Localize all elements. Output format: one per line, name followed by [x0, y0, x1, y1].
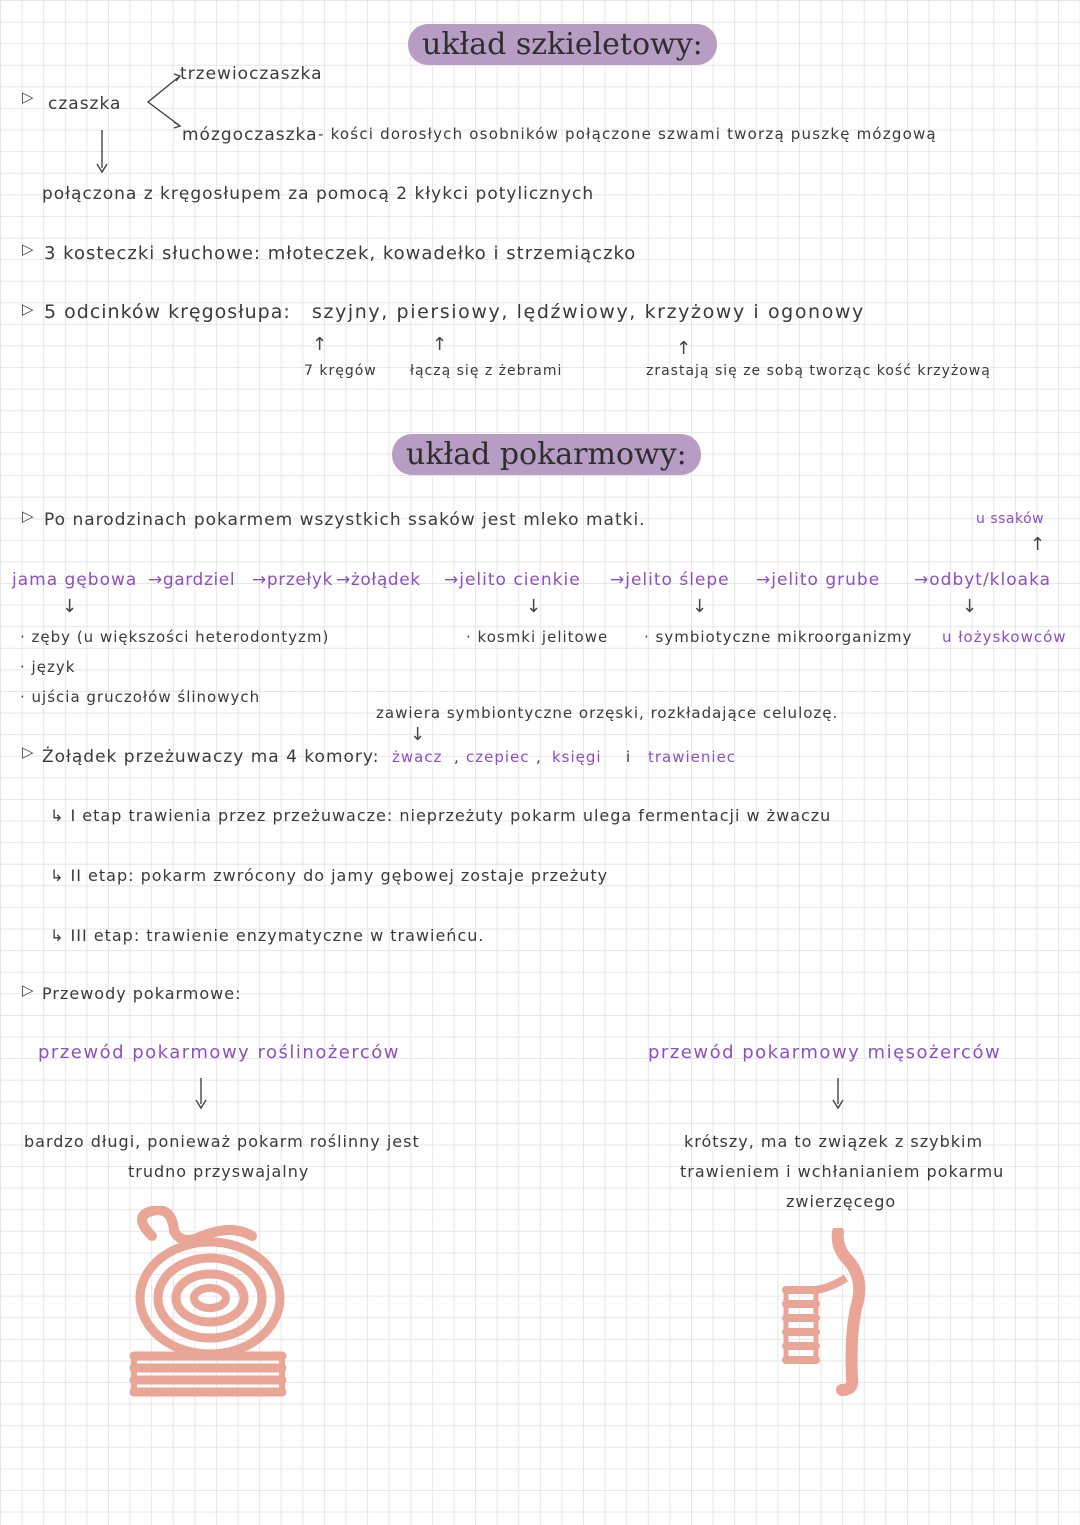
chain-end: →odbyt/kloaka: [914, 570, 1052, 590]
down-arrow-icon: [828, 1076, 848, 1112]
chain-caecum: →jelito ślepe: [610, 570, 730, 590]
ruminant-intro: Żołądek przeżuwaczy ma 4 komory:: [42, 747, 380, 767]
herbivore-desc-2: trudno przyswajalny: [128, 1162, 310, 1181]
carnivore-desc-1: krótszy, ma to związek z szybkim: [684, 1132, 984, 1151]
connected-text: połączona z kręgosłupem za pomocą 2 kłykci potylicznych: [42, 184, 595, 204]
chain-pharynx: →gardziel: [148, 570, 236, 590]
herbivore-title: przewód pokarmowy roślinożerców: [38, 1042, 401, 1063]
carnivore-title: przewód pokarmowy mięsożerców: [648, 1042, 1002, 1063]
note-chest: łączą się z żebrami: [410, 363, 563, 379]
down-arrow-icon: [191, 1076, 211, 1112]
carnivore-desc-3: zwierzęcego: [786, 1192, 897, 1211]
down-arrow-icon: ↓: [962, 596, 978, 617]
mouth-item-glands: · ujścia gruczołów ślinowych: [20, 688, 261, 706]
chain-stomach: →żołądek: [336, 570, 421, 590]
microbes-text: · symbiotyczne mikroorganizmy: [644, 628, 913, 646]
skull-label: czaszka: [48, 94, 122, 114]
note-neck: 7 kręgów: [304, 363, 377, 379]
villi-text: · kosmki jelitowe: [466, 628, 609, 646]
down-arrow-icon: ↓: [526, 596, 542, 617]
up-arrow-icon: ↑: [312, 334, 328, 355]
comma: ,: [454, 748, 460, 766]
down-arrow-icon: ↓: [62, 596, 78, 617]
chamber-reticulum: czepiec: [466, 748, 530, 766]
brain-skull-label: mózgoczaszka: [182, 125, 318, 145]
chain-small: →jelito cienkie: [444, 570, 581, 590]
stage-1: ↳ I etap trawienia przez przeżuwacze: nieprzeżuty pokarm ulega fermentacji w żwaczu: [50, 806, 832, 825]
spine-list: szyjny, piersiowy, lędźwiowy, krzyżowy i ogonowy: [312, 301, 865, 323]
digestive-heading: układ pokarmowy:: [392, 434, 701, 475]
note-sacral: zrastają się ze sobą tworząc kość krzyżową: [646, 363, 991, 379]
brain-skull-desc: - kości dorosłych osobników połączone szwami tworzą puszkę mózgową: [318, 125, 937, 143]
skeleton-heading: układ szkieletowy:: [408, 24, 717, 65]
comma: ,: [536, 748, 542, 766]
milk-text: Po narodzinach pokarmem wszystkich ssaków jest mleko matki.: [44, 510, 646, 530]
contains-text: zawiera symbiontyczne orzęski, rozkładające celulozę.: [376, 704, 839, 722]
triangle-bullet-icon: ▷: [22, 743, 34, 761]
chain-mouth: jama gębowa: [12, 570, 138, 590]
mammals-note: u ssaków: [976, 511, 1045, 527]
facial-skull-label: trzewioczaszka: [180, 64, 323, 84]
triangle-bullet-icon: ▷: [22, 981, 34, 999]
down-arrow-icon: ↓: [410, 724, 426, 745]
chamber-abomasum: trawieniec: [648, 748, 737, 766]
mouth-item-tongue: · język: [20, 658, 76, 676]
chamber-rumen: żwacz: [392, 748, 443, 766]
carnivore-desc-2: trawieniem i wchłanianiem pokarmu: [680, 1162, 1005, 1181]
and-word: i: [626, 748, 632, 766]
down-arrow-icon: ↓: [692, 596, 708, 617]
up-arrow-icon: ↑: [1030, 534, 1046, 555]
triangle-bullet-icon: ▷: [22, 507, 34, 525]
tracts-intro: Przewody pokarmowe:: [42, 984, 242, 1003]
chamber-omasum: księgi: [552, 748, 602, 766]
herbivore-desc-1: bardzo długi, ponieważ pokarm roślinny jest: [24, 1132, 420, 1151]
triangle-bullet-icon: ▷: [22, 240, 34, 258]
triangle-bullet-icon: ▷: [22, 88, 34, 106]
mouth-item-teeth: · zęby (u większości heterodontyzm): [20, 628, 330, 646]
stage-3: ↳ III etap: trawienie enzymatyczne w trawieńcu.: [50, 926, 485, 945]
down-arrow-icon: [92, 128, 112, 178]
herbivore-gut-illustration: [112, 1206, 292, 1406]
up-arrow-icon: ↑: [432, 334, 448, 355]
monotremes-note: u łożyskowców: [942, 628, 1067, 646]
carnivore-gut-illustration: [776, 1228, 876, 1398]
ossicles-text: 3 kosteczki słuchowe: młoteczek, kowadełko i strzemiączko: [44, 243, 637, 264]
up-arrow-icon: ↑: [676, 338, 692, 359]
triangle-bullet-icon: ▷: [22, 300, 34, 318]
chain-large: →jelito grube: [756, 570, 881, 590]
spine-intro: 5 odcinków kręgosłupa:: [44, 301, 291, 323]
chain-esophagus: →przełyk: [252, 570, 333, 590]
stage-2: ↳ II etap: pokarm zwrócony do jamy gębowej zostaje przeżuty: [50, 866, 609, 885]
